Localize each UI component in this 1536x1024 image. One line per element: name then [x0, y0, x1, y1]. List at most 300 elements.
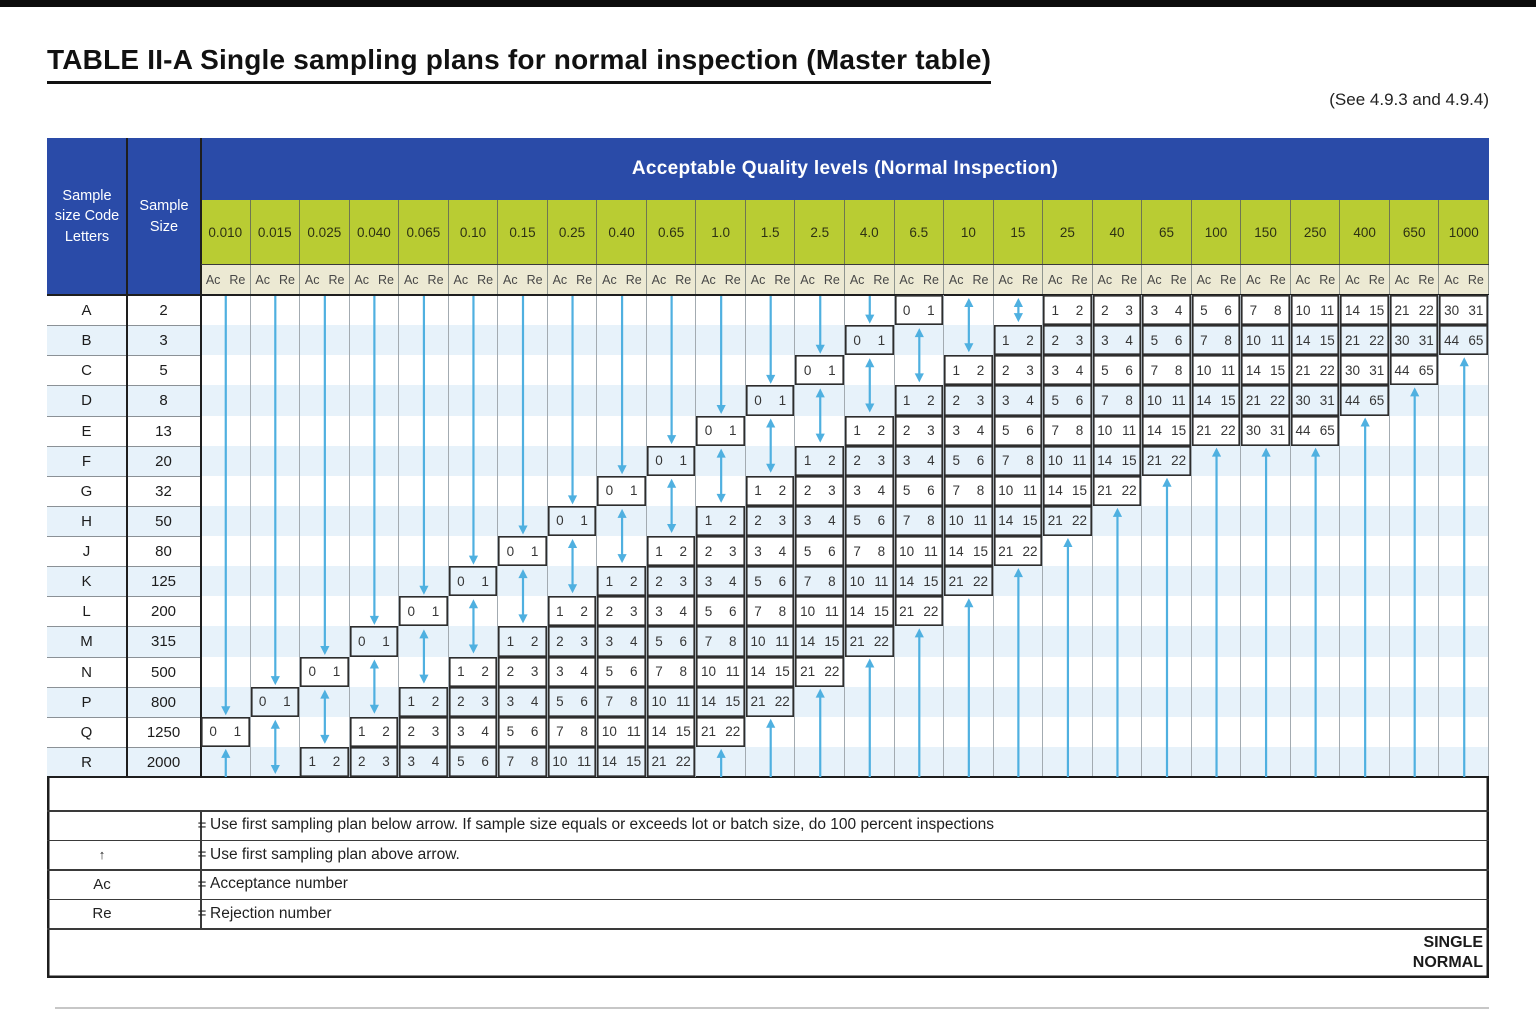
grid-cell	[251, 325, 301, 355]
grid-cell	[895, 687, 945, 717]
grid-cell	[1043, 657, 1093, 687]
aql-header-row	[201, 200, 1489, 265]
ac-value: 14	[1344, 302, 1361, 318]
ac-value: 44	[1344, 392, 1361, 408]
ac-label: Ac	[1047, 273, 1063, 287]
grid-cell	[300, 626, 350, 656]
grid-cell	[1390, 476, 1440, 506]
acre-header-cell	[449, 265, 499, 295]
grid-cell	[201, 536, 251, 566]
grid-cell	[845, 295, 895, 325]
ac-value: 5	[1051, 392, 1060, 408]
grid-cell	[647, 385, 697, 415]
grid-cell	[449, 325, 499, 355]
grid-cell	[449, 536, 499, 566]
re-label: Re	[1368, 273, 1385, 287]
acre-value-cell	[994, 536, 1044, 566]
grid-cell	[1340, 596, 1390, 626]
grid-cell	[746, 355, 796, 385]
acre-value-cell	[647, 536, 697, 566]
grid-cell	[895, 355, 945, 385]
re-value: 2	[481, 664, 489, 680]
row-code-letter: K	[47, 566, 126, 596]
re-value: 2	[332, 754, 341, 770]
acre-value-cell	[746, 566, 796, 596]
row-sample-size: 2000	[127, 747, 200, 777]
re-label: Re	[477, 273, 494, 287]
ac-label: Ac	[1097, 273, 1113, 287]
grid-cell	[647, 476, 697, 506]
re-value: 6	[778, 573, 787, 589]
acre-value-cell	[696, 536, 746, 566]
grid-cell	[201, 657, 251, 687]
grid-cell	[251, 747, 301, 777]
re-value: 6	[580, 694, 588, 710]
acre-value-cell	[597, 566, 647, 596]
ac-value: 2	[704, 543, 713, 559]
re-value: 11	[1072, 453, 1087, 469]
grid-cell	[944, 325, 994, 355]
ac-value: 10	[1097, 423, 1113, 439]
re-label: Re	[1220, 273, 1237, 287]
row-code-letter: Q	[47, 717, 126, 747]
grid-cell	[944, 687, 994, 717]
ac-value: 21	[800, 664, 816, 680]
grid-cell	[746, 295, 796, 325]
grid-cell	[746, 747, 796, 777]
acre-header-cell	[350, 265, 400, 295]
grid-cell	[795, 325, 845, 355]
acre-value-cell	[944, 506, 994, 536]
re-label: Re	[972, 273, 989, 287]
re-value: 8	[1224, 332, 1232, 348]
grid-cell	[1192, 566, 1242, 596]
re-value: 11	[824, 603, 839, 619]
legend-up-arrow-symbol: ↑	[98, 847, 106, 862]
ac-value: 44	[1444, 332, 1460, 348]
grid-cell	[1192, 506, 1242, 536]
grid-cell	[1340, 717, 1390, 747]
grid-cell	[251, 596, 301, 626]
re-value: 15	[626, 754, 642, 770]
re-value: 11	[1320, 302, 1335, 318]
grid-cell	[1142, 596, 1192, 626]
ac-value: 0	[605, 483, 614, 499]
grid-cell	[696, 446, 746, 476]
grid-cell	[845, 687, 895, 717]
grid-cell	[300, 355, 350, 385]
aql-column-header: 0.15	[498, 200, 548, 265]
aql-column-header: 0.10	[449, 200, 499, 265]
sampling-grid	[47, 295, 1489, 777]
re-label: Re	[229, 273, 246, 287]
legend-equals: =	[197, 816, 207, 834]
grid-cell	[1390, 626, 1440, 656]
re-value: 11	[1221, 362, 1236, 378]
acre-value-cell	[399, 747, 449, 777]
ac-value: 0	[853, 332, 861, 348]
re-value: 11	[973, 513, 988, 529]
re-value: 1	[382, 633, 390, 649]
acre-value-cell	[1043, 476, 1093, 506]
acre-value-cell	[399, 596, 449, 626]
ac-value: 10	[948, 513, 964, 529]
grid-cell	[1291, 747, 1341, 777]
grid-cell	[994, 747, 1044, 777]
re-value: 6	[679, 633, 687, 649]
ac-value: 1	[1051, 302, 1060, 318]
acre-value-cell	[1142, 416, 1192, 446]
re-value: 8	[1125, 392, 1133, 408]
grid-cell	[1390, 536, 1440, 566]
re-label: Re	[675, 273, 692, 287]
grid-cell	[350, 355, 400, 385]
re-value: 11	[1122, 423, 1137, 439]
acre-value-cell	[399, 687, 449, 717]
aql-column-header: 1000	[1439, 200, 1489, 265]
re-value: 22	[675, 754, 691, 770]
grid-cell	[201, 687, 251, 717]
acre-value-cell	[1093, 385, 1143, 415]
acre-value-cell	[1043, 416, 1093, 446]
acre-value-cell	[548, 717, 598, 747]
grid-cell	[251, 536, 301, 566]
acre-value-cell	[994, 355, 1044, 385]
acre-value-cell	[994, 325, 1044, 355]
grid-cell	[399, 416, 449, 446]
grid-cell	[1142, 566, 1192, 596]
ac-value: 1	[556, 603, 564, 619]
ac-value: 21	[849, 633, 865, 649]
re-value: 15	[1220, 392, 1236, 408]
ac-value: 3	[1150, 302, 1159, 318]
acre-value-cell	[1142, 295, 1192, 325]
ac-value: 7	[506, 754, 515, 770]
acre-value-cell	[548, 747, 598, 777]
re-value: 8	[629, 694, 638, 710]
acre-value-cell	[300, 747, 350, 777]
re-value: 8	[729, 633, 737, 649]
grid-cell	[350, 506, 400, 536]
re-value: 6	[481, 754, 489, 770]
ac-value: 30	[1295, 392, 1311, 408]
grid-cell	[449, 596, 499, 626]
acre-value-cell	[597, 747, 647, 777]
ac-value: 10	[651, 694, 667, 710]
re-value: 4	[976, 423, 985, 439]
re-value: 2	[877, 423, 886, 439]
grid-cell	[548, 295, 598, 325]
grid-cell	[1241, 536, 1291, 566]
acre-value-cell	[746, 596, 796, 626]
row-sample-size: 13	[127, 416, 200, 446]
grid-cell	[498, 385, 548, 415]
re-value: 4	[481, 724, 489, 740]
re-value: 6	[1026, 423, 1034, 439]
ac-label: Ac	[255, 273, 270, 287]
acre-value-cell	[746, 687, 796, 717]
legend-text-below-arrow: Use first sampling plan below arrow. If sample size equals or exceeds lot or batch size, do 100 percent inspections	[210, 816, 995, 833]
acre-value-cell	[449, 747, 499, 777]
grid-cell	[399, 536, 449, 566]
acre-value-cell	[251, 687, 301, 717]
ac-label: Ac	[899, 273, 914, 287]
grid-cell	[350, 295, 400, 325]
aql-column-header: 4.0	[845, 200, 895, 265]
acre-value-cell	[498, 717, 548, 747]
acre-value-cell	[795, 536, 845, 566]
acre-value-cell	[1093, 416, 1143, 446]
ac-value: 5	[655, 633, 663, 649]
grid-cell	[1093, 506, 1143, 536]
grid-cell	[449, 446, 499, 476]
ac-value: 21	[1394, 302, 1410, 318]
grid-cell	[350, 385, 400, 415]
grid-cell	[548, 536, 598, 566]
re-label: Re	[873, 273, 890, 287]
ac-value: 10	[1245, 332, 1261, 348]
acre-value-cell	[696, 566, 746, 596]
re-value: 11	[775, 633, 790, 649]
grid-cell	[300, 566, 350, 596]
ac-value: 21	[899, 603, 915, 619]
acre-value-cell	[895, 446, 945, 476]
re-value: 4	[530, 694, 539, 710]
ac-value: 7	[1200, 332, 1208, 348]
aql-column-header: 15	[994, 200, 1044, 265]
acre-value-cell	[597, 657, 647, 687]
grid-cell	[548, 325, 598, 355]
re-label: Re	[526, 273, 543, 287]
acre-header-cell	[647, 265, 697, 295]
acre-value-cell	[1093, 446, 1143, 476]
ac-value: 3	[655, 603, 663, 619]
ac-value: 10	[998, 483, 1014, 499]
grid-cell	[1439, 717, 1489, 747]
grid-cell	[1439, 657, 1489, 687]
master-table	[47, 138, 1489, 978]
acre-value-cell	[647, 657, 697, 687]
row-code-letter: L	[47, 596, 126, 626]
row-sample-size: 800	[127, 687, 200, 717]
grid-cell	[1142, 717, 1192, 747]
re-value: 6	[877, 513, 886, 529]
acre-value-cell	[647, 626, 697, 656]
acre-header-cell	[251, 265, 301, 295]
acre-value-cell	[994, 446, 1044, 476]
re-value: 4	[629, 633, 638, 649]
aql-column-header: 40	[1093, 200, 1143, 265]
re-value: 6	[729, 603, 737, 619]
grid-cell	[1241, 476, 1291, 506]
row-sample-size: 5	[127, 355, 200, 385]
re-label: Re	[328, 273, 345, 287]
grid-cell	[944, 657, 994, 687]
re-value: 22	[1022, 543, 1038, 559]
acre-value-cell	[1093, 295, 1143, 325]
re-value: 15	[1072, 483, 1088, 499]
ac-value: 21	[998, 543, 1014, 559]
acre-value-cell	[1142, 325, 1192, 355]
re-value: 1	[778, 392, 787, 408]
acre-value-cell	[1192, 325, 1242, 355]
re-value: 11	[874, 573, 889, 589]
re-value: 15	[824, 633, 840, 649]
acre-value-cell	[696, 626, 746, 656]
acre-header-cell	[746, 265, 796, 295]
ac-value: 2	[952, 392, 960, 408]
grid-cell	[1241, 596, 1291, 626]
divider	[126, 138, 128, 777]
re-value: 6	[629, 664, 638, 680]
grid-cell	[498, 295, 548, 325]
grid-cell	[201, 506, 251, 536]
grid-cell	[251, 416, 301, 446]
row-code-letter: D	[47, 385, 126, 415]
acre-value-cell	[845, 325, 895, 355]
acre-value-cell	[350, 717, 400, 747]
ac-value: 2	[357, 754, 366, 770]
re-value: 2	[580, 603, 588, 619]
acre-value-cell	[350, 747, 400, 777]
grid-cell	[1043, 626, 1093, 656]
legend-down-arrow-symbol	[47, 811, 157, 839]
acre-header-cell	[1192, 265, 1242, 295]
re-value: 22	[1369, 332, 1385, 348]
aql-column-header: 65	[1142, 200, 1192, 265]
ac-value: 5	[853, 513, 861, 529]
grid-cell	[399, 446, 449, 476]
grid-cell	[1291, 476, 1341, 506]
acre-value-cell	[795, 566, 845, 596]
grid-cell	[1439, 416, 1489, 446]
grid-cell	[399, 506, 449, 536]
re-value: 1	[927, 302, 935, 318]
ac-value: 7	[803, 573, 812, 589]
re-value: 65	[1468, 332, 1484, 348]
acre-header-cell	[994, 265, 1044, 295]
aql-column-header: 0.010	[201, 200, 251, 265]
re-value: 1	[332, 664, 341, 680]
acre-value-cell	[498, 626, 548, 656]
re-value: 31	[1418, 332, 1434, 348]
legend-equals: =	[197, 875, 207, 893]
grid-cell	[1291, 657, 1341, 687]
grid-cell	[350, 687, 400, 717]
ac-value: 14	[601, 754, 617, 770]
grid-cell	[1390, 416, 1440, 446]
grid-cell	[1241, 747, 1291, 777]
acre-value-cell	[597, 717, 647, 747]
acre-value-cell	[1241, 355, 1291, 385]
ac-value: 0	[655, 453, 663, 469]
re-value: 8	[679, 664, 687, 680]
header-code-letters: Sample size Code Letters	[47, 138, 127, 295]
ac-value: 2	[556, 633, 564, 649]
ac-value: 2	[754, 513, 762, 529]
grid-cell	[498, 446, 548, 476]
acre-header-cell	[498, 265, 548, 295]
grid-cell	[994, 687, 1044, 717]
grid-cell	[350, 325, 400, 355]
re-value: 3	[828, 483, 836, 499]
re-value: 2	[382, 724, 390, 740]
grid-cell	[399, 566, 449, 596]
grid-cell	[201, 566, 251, 596]
aql-column-header: 0.040	[350, 200, 400, 265]
bottom-edge-line	[55, 1007, 1489, 1009]
ac-value: 21	[1146, 453, 1162, 469]
ac-value: 7	[655, 664, 663, 680]
re-value: 22	[774, 694, 790, 710]
acre-value-cell	[548, 506, 598, 536]
acre-value-cell	[1439, 295, 1489, 325]
acre-value-cell	[994, 506, 1044, 536]
re-value: 3	[1125, 302, 1133, 318]
ac-value: 14	[700, 694, 717, 710]
ac-value: 1	[1001, 332, 1010, 348]
grid-cell	[1093, 566, 1143, 596]
grid-cell	[1093, 596, 1143, 626]
row-code-letter: E	[47, 416, 126, 446]
grid-cell	[944, 747, 994, 777]
ac-value: 7	[1249, 302, 1258, 318]
grid-cell	[1390, 506, 1440, 536]
acre-value-cell	[994, 476, 1044, 506]
acre-value-cell	[399, 717, 449, 747]
grid-cell	[399, 626, 449, 656]
re-value: 2	[679, 543, 687, 559]
re-value: 11	[577, 754, 592, 770]
acre-value-cell	[1291, 355, 1341, 385]
grid-cell	[1241, 506, 1291, 536]
grid-cell	[300, 385, 350, 415]
grid-cell	[944, 295, 994, 325]
ac-value: 5	[605, 664, 614, 680]
grid-cell	[696, 476, 746, 506]
acre-value-cell	[201, 717, 251, 747]
acre-value-cell	[895, 506, 945, 536]
ac-value: 21	[1245, 392, 1261, 408]
ac-value: 21	[1097, 483, 1113, 499]
ac-value: 1	[853, 423, 861, 439]
grid-cell	[498, 476, 548, 506]
page-subtitle: (See 4.9.3 and 4.9.4)	[1329, 90, 1489, 109]
acre-header-cell	[944, 265, 994, 295]
row-code-letter: M	[47, 626, 126, 656]
row-code-letter: N	[47, 657, 126, 687]
grid-cell	[498, 596, 548, 626]
ac-value: 5	[754, 573, 762, 589]
grid-cell	[1291, 596, 1341, 626]
re-value: 4	[877, 483, 886, 499]
grid-cell	[1043, 596, 1093, 626]
acre-value-cell	[1142, 446, 1192, 476]
ac-label: Ac	[998, 273, 1014, 287]
acre-value-cell	[795, 596, 845, 626]
ac-value: 7	[1150, 362, 1159, 378]
grid-cell	[746, 717, 796, 747]
acre-value-cell	[1043, 355, 1093, 385]
re-value: 8	[580, 724, 588, 740]
grid-cell	[449, 476, 499, 506]
grid-cell	[1439, 747, 1489, 777]
acre-value-cell	[597, 476, 647, 506]
grid-cell	[300, 325, 350, 355]
grid-cell	[795, 416, 845, 446]
ac-label: Ac	[651, 273, 667, 287]
grid-cell	[251, 566, 301, 596]
